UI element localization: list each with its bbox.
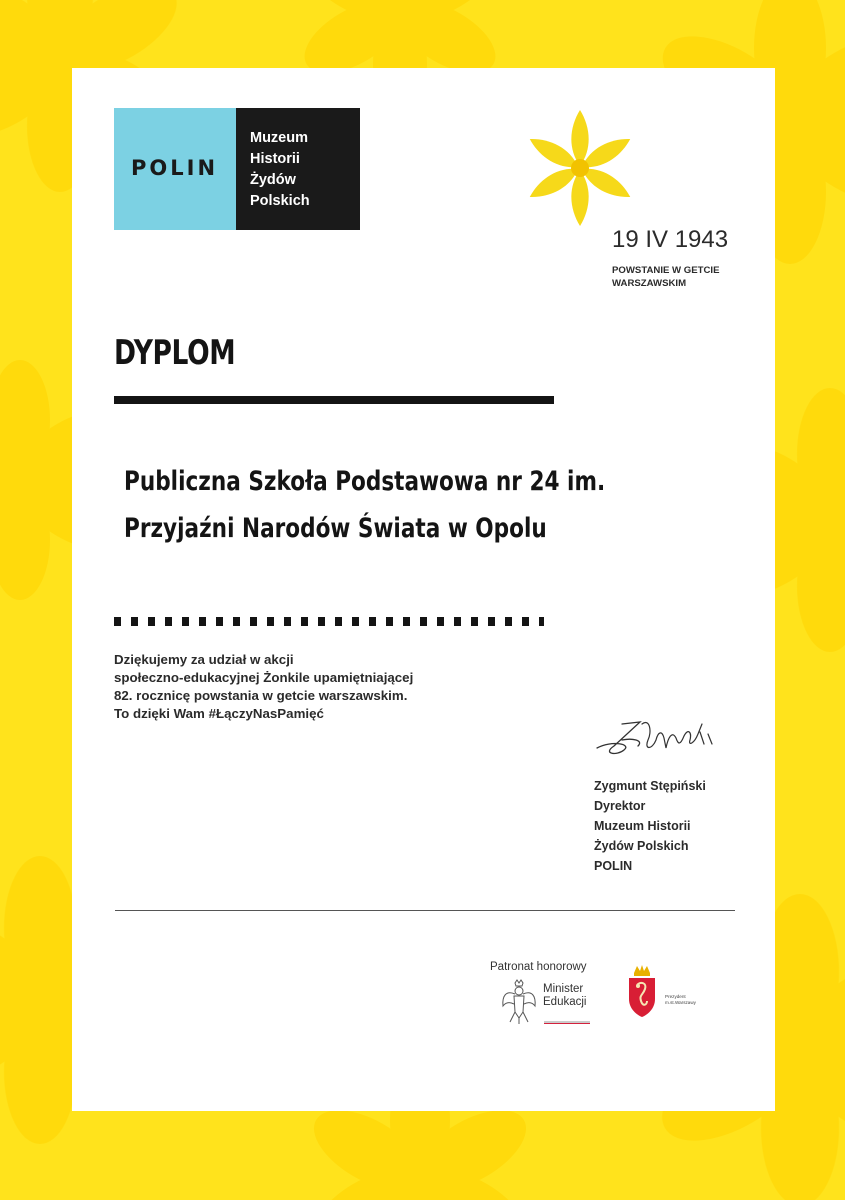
warsaw-coat-of-arms-icon [625, 963, 659, 1019]
patronage-label: Patronat honorowy [490, 961, 587, 973]
school-name-line: Publiczna Szkoła Podstawowa nr 24 im. [124, 466, 606, 497]
signatory-org-line: POLIN [594, 859, 633, 873]
footer-divider [115, 910, 735, 911]
city-president-label: Prezydent m.st.Warszawy [665, 994, 696, 1005]
logo-museum-name [250, 128, 310, 212]
logo-blue-panel [114, 108, 236, 230]
thanks-line: Dziękujemy za udział w akcji [114, 652, 294, 667]
school-name-line: Przyjaźni Narodów Świata w Opolu [124, 513, 547, 544]
signatory-org-line: Żydów Polskich [594, 839, 689, 853]
diploma-title: DYPLOM [114, 333, 236, 373]
polish-flag-stripe [544, 1021, 590, 1024]
logo-brand: POLIN [131, 156, 219, 180]
signatory-block [594, 776, 706, 876]
signatory-org-line: Muzeum Historii [594, 819, 691, 833]
thanks-line: To dzięki Wam #ŁączyNasPamięć [114, 706, 324, 721]
thanks-line: 82. rocznicę powstania w getcie warszawskim. [114, 688, 408, 703]
logo-line: Historii [250, 151, 300, 167]
logo-line: Polskich [250, 193, 310, 209]
white-eagle-emblem-icon [500, 978, 538, 1026]
signatory-role: Dyrektor [594, 799, 646, 813]
minister-of-education-label: Minister Edukacji [543, 983, 587, 1008]
title-underline [114, 396, 554, 404]
logo-line: Muzeum [250, 130, 308, 146]
handwritten-signature [592, 710, 717, 760]
logo-line: Żydów [250, 172, 296, 188]
signatory-name: Zygmunt Stępiński [594, 779, 706, 793]
school-name [124, 458, 605, 552]
diploma-sheet [72, 68, 775, 1111]
polin-logo [114, 108, 360, 230]
dotted-divider [114, 617, 544, 626]
daffodil-icon [520, 108, 640, 228]
thanks-line: społeczno-edukacyjnej Żonkile upamiętniającej [114, 670, 414, 685]
uprising-date: 19 IV 1943 [612, 226, 729, 253]
thanks-message [114, 651, 413, 723]
logo-black-panel [236, 108, 360, 230]
uprising-caption: POWSTANIE W GETCIE WARSZAWSKIM [612, 265, 720, 289]
